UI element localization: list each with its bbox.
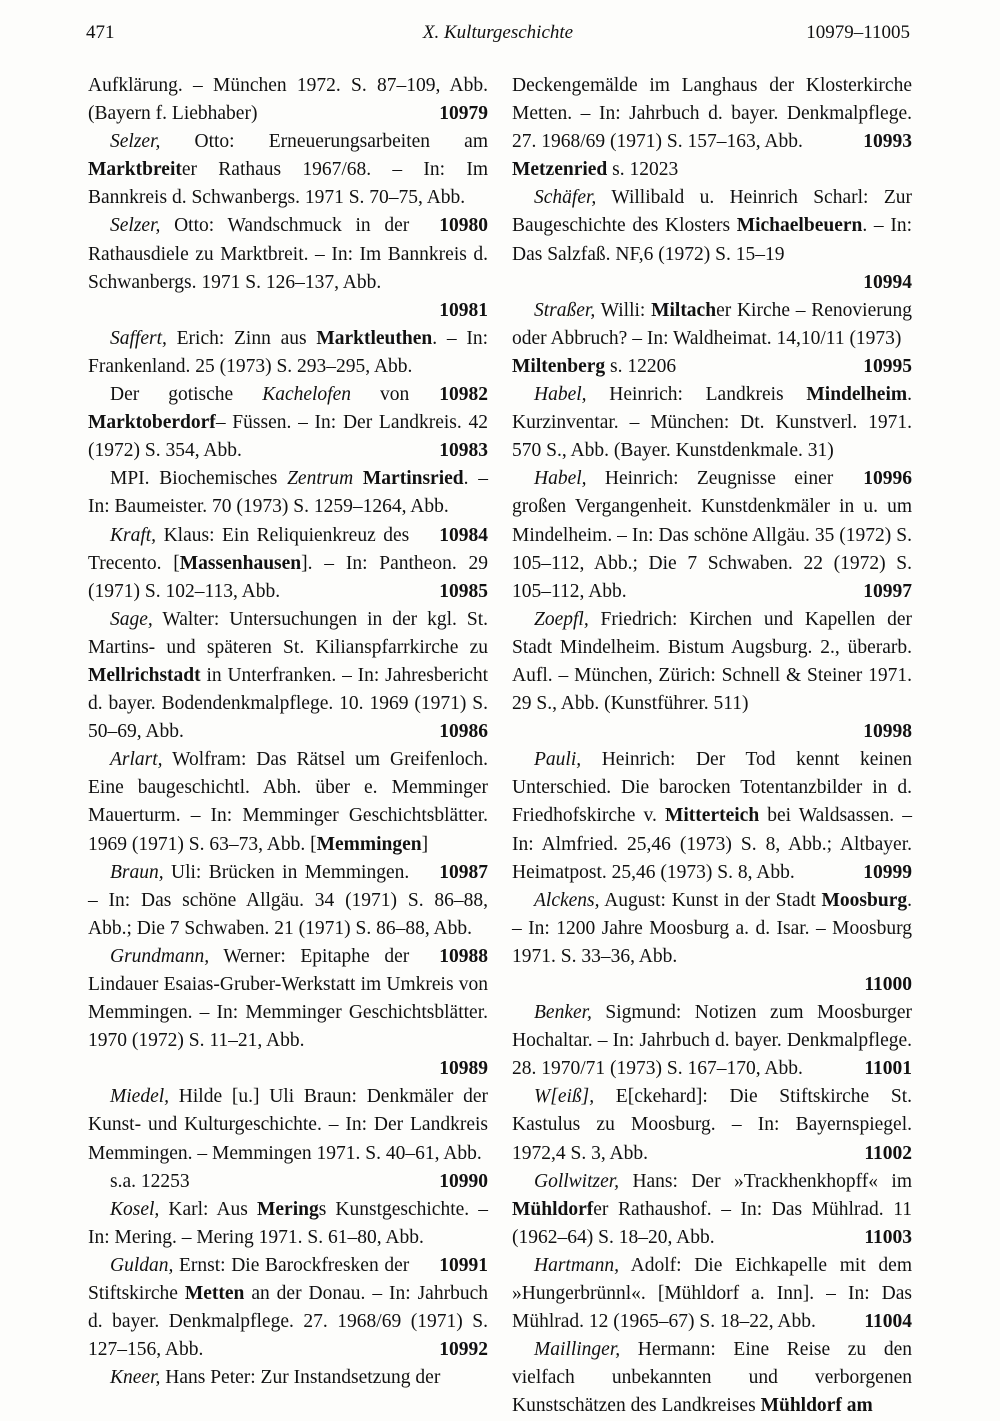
entry-text: Otto: Wandschmuck in der Rathausdiele zu Marktbreit. – In: Im Bannkreis d. Schwanbergs. 1971 S. 126–137, Abb.: [88, 215, 488, 293]
bibliography-entry: [88, 128, 488, 237]
entry-text: August: Kunst in der Stadt: [599, 889, 822, 911]
entry-author: Braun,: [110, 861, 164, 883]
entry-text: Der gotische: [110, 384, 263, 406]
entry-place-keyword: Marktbreit: [88, 159, 182, 181]
entry-place-keyword: Mühldorf am: [760, 1395, 873, 1417]
entry-text: s Kunstgeschichte. – In: Mering. – Mering 1971. S. 61–80, Abb.: [88, 1198, 488, 1248]
entry-text: s. 12206: [605, 355, 677, 377]
entry-author: Zoepfl,: [534, 608, 589, 630]
entry-number: 10992: [439, 1339, 488, 1361]
entry-place-keyword: Massenhausen: [179, 552, 302, 574]
bibliography-entry: [512, 887, 912, 999]
entry-place-keyword: Michaelbeuern: [736, 215, 863, 237]
entry-number: 10995: [863, 355, 912, 377]
entry-text: Adolf: Die Eichkapelle mit dem »Hungerbrünnl«. [Mühldorf a. Inn]. – In: Das Mühlrad. 12 (1965–67) S. 18–22, Abb.: [512, 1254, 912, 1333]
entry-text: . – In: 1200 Jahre Moosburg a. d. Isar. – Moosburg 1971. S. 33–36, Abb.: [512, 889, 912, 967]
entry-author: Grundmann,: [110, 945, 210, 967]
entry-place-keyword: Miltenberg: [512, 355, 606, 377]
bibliography-entry: [512, 1168, 912, 1252]
bibliography-entry: [512, 1336, 912, 1420]
bibliography-entry: [512, 1252, 912, 1336]
entry-text: . – In: Baumeister. 70 (1973) S. 1259–1264, Abb.: [88, 468, 488, 518]
entry-number: 10998: [863, 721, 912, 743]
entry-author: Pauli,: [534, 749, 582, 771]
entry-number: 11003: [864, 1226, 912, 1248]
entry-text: s. 12023: [607, 159, 679, 181]
entry-text: ]: [421, 833, 429, 855]
entry-text: s.a. 12253: [110, 1170, 190, 1192]
entry-text: Aufklärung. – München 1972. S. 87–109, Abb. (Bayern f. Liebhaber): [88, 75, 488, 125]
entry-author: Selzer,: [110, 215, 161, 237]
entry-text: [353, 468, 363, 489]
entry-author: Kosel,: [110, 1198, 160, 1220]
entry-text: Erich: Zinn aus: [166, 327, 317, 349]
entry-number: 10996: [863, 468, 912, 490]
entry-place-keyword: Mitterteich: [664, 805, 760, 827]
right-column: [512, 72, 912, 1421]
entry-text: – Füssen. – In: Der Landkreis. 42 (1972) S. 354, Abb.: [88, 412, 488, 462]
entry-number: 10999: [863, 861, 912, 883]
entry-place-keyword: Moosburg: [821, 889, 908, 911]
entry-text: Heinrich: Zeugnisse einer großen Vergangenheit. Kunstdenkmäler in u. um Mindelheim. – In: Das schöne Allgäu. 35 (1972) S. 105–112, Abb.; Die 7 Schwaben. 22 (1972) S. 105–112, Abb.: [512, 468, 912, 602]
entry-number: 11004: [864, 1311, 912, 1333]
entry-text: Hilde [u.] Uli Braun: Denkmäler der Kunst- und Kulturgeschichte. – In: Der Landkreis Memmingen. – Memmingen 1971. S. 40–61, Abb.: [88, 1086, 488, 1164]
entry-number: 10993: [863, 131, 912, 153]
entry-number: 10994: [863, 271, 912, 293]
entry-text: MPI. Biochemisches: [110, 468, 288, 490]
entry-author: Zentrum: [287, 468, 354, 490]
entry-text: E[ckehard]: Die Stiftskirche St. Kastulus zu Moosburg. – In: Bayernspiegel. 1972,4 S. 3, Abb.: [512, 1086, 912, 1164]
entry-text: Walter: Untersuchungen in der kgl. St. Martins- und späteren St. Kilianspfarrkirche zu: [88, 608, 488, 658]
entry-text: Heinrich: Der Tod kennt keinen Unterschied. Die barocken Totentanzbilder in d. Friedhofskirche v.: [512, 749, 912, 827]
entry-place-keyword: Marktoberdorf: [88, 412, 216, 434]
bibliography-entry: [512, 156, 912, 184]
entry-text: an der Donau. – In: Jahrbuch d. bayer. Denkmalpflege. 27. 1968/69 (1971) S. 127–156, Abb.: [88, 1283, 488, 1361]
entry-author: Kneer,: [110, 1367, 161, 1389]
entry-number: 10981: [439, 299, 488, 321]
entry-number: 10986: [439, 721, 488, 743]
entry-number: 10984: [439, 524, 488, 546]
section-title: X. Kulturgeschichte: [422, 22, 574, 43]
entry-text: Heinrich: Landkreis: [586, 384, 807, 406]
entry-text: Willi:: [595, 299, 652, 321]
entry-text: er Kirche – Renovierung oder Abbruch? – In: Waldheimat. 14,10/11 (1973): [512, 299, 912, 349]
entry-author: Habel,: [534, 468, 587, 490]
page-header: [86, 22, 910, 56]
entry-text: . – In: Frankenland. 25 (1973) S. 293–295, Abb.: [88, 327, 488, 377]
entry-text: Sigmund: Notizen zum Moosburger Hochaltar. – In: Jahrbuch d. bayer. Denkmalpflege. 28. 1970/71 (1973) S. 167–170, Abb.: [512, 1002, 912, 1080]
entry-text: er Rathaushof. – In: Das Mühlrad. 11 (1962–64) S. 18–20, Abb.: [512, 1198, 912, 1248]
entry-text: er Rathaus 1967/68. – In: Im Bannkreis d. Schwanbergs. 1971 S. 70–75, Abb.: [88, 159, 488, 209]
entry-number: 10979: [439, 103, 488, 125]
bibliography-entry: [512, 72, 912, 156]
entry-text: . – In: Das Salzfaß. NF,6 (1972) S. 15–19: [512, 215, 912, 265]
bibliography-entry: [512, 746, 912, 886]
page-number: 471: [86, 22, 115, 43]
entry-text: Hans: Der »Trackhenkhopff« im: [619, 1170, 912, 1192]
entry-author: Benker,: [534, 1002, 592, 1024]
entry-text: in Unterfranken. – In: Jahresbericht d. bayer. Bodendenkmalpflege. 10. 1969 (1971) S. 50–69, Abb.: [88, 664, 488, 743]
bibliography-entry: [88, 606, 488, 746]
entry-author: Guldan,: [110, 1254, 174, 1276]
entry-place-keyword: Metzenried: [512, 159, 608, 181]
entry-text: Karl: Aus: [159, 1198, 257, 1220]
entry-text: Werner: Epitaphe der Lindauer Esaias-Gruber-Werkstatt im Umkreis von Memmingen. – In: Memminger Geschichtsblätter. 1970 (1972) S. 11–21, Abb.: [88, 945, 488, 1052]
entry-place-keyword: Mering: [256, 1198, 319, 1220]
entry-author: Arlart,: [110, 749, 163, 771]
entry-text: bei Waldsassen. – In: Almfried. 25,46 (1973) S. 8, Abb.; Altbayer. Heimatpost. 25,46 (1973) S. 8, Abb.: [512, 805, 912, 883]
entry-place-keyword: Martinsried: [362, 468, 464, 490]
entry-author: Alckens,: [534, 889, 600, 911]
entry-number: 10989: [439, 1058, 488, 1080]
entry-number: 10987: [439, 861, 488, 883]
entry-text: Otto: Erneuerungsarbeiten am: [160, 131, 488, 153]
entry-place-keyword: Marktleuthen: [316, 327, 433, 349]
entry-text: Deckengemälde im Langhaus der Klosterkirche Metten. – In: Jahrbuch d. bayer. Denkmalpflege. 27. 1968/69 (1971) S. 157–163, Abb.: [512, 75, 912, 153]
entry-number: 11000: [864, 974, 912, 995]
bibliography-entry: [512, 999, 912, 1083]
entry-author: Habel,: [534, 384, 587, 406]
entry-number: 11001: [864, 1058, 912, 1080]
entry-author: Miedel,: [110, 1086, 170, 1108]
entry-number: 10990: [439, 1170, 488, 1192]
entry-author: Selzer,: [110, 131, 161, 153]
entry-text: ]. – In: Pantheon. 29 (1971) S. 102–113, Abb.: [88, 552, 488, 602]
entry-place-keyword: Memmingen: [316, 833, 422, 855]
entry-place-keyword: Mühldorf: [512, 1198, 594, 1220]
entry-number: 10985: [439, 580, 488, 602]
entry-number: 10983: [439, 440, 488, 462]
entry-place-keyword: Mindelheim: [806, 384, 908, 406]
entry-text: Hermann: Eine Reise zu den vielfach unbekannten und verborgenen Kunstschätzen des Landkreises: [512, 1339, 912, 1417]
entry-place-keyword: Metten: [184, 1283, 245, 1305]
entry-author: W[eiß],: [534, 1086, 595, 1108]
entry-author: Saffert,: [110, 327, 167, 349]
entry-text: Hans Peter: Zur Instandsetzung der: [160, 1367, 441, 1389]
bibliography-entry: [512, 606, 912, 746]
entry-place-keyword: Mellrichstadt: [88, 664, 201, 686]
entry-number: 10997: [863, 580, 912, 602]
entry-number: 10982: [439, 384, 488, 406]
entry-number: 10988: [439, 945, 488, 967]
entry-author: Kachelofen: [262, 384, 352, 406]
left-column: [88, 72, 488, 1392]
bibliography-entry: [512, 184, 912, 296]
entry-text: Friedrich: Kirchen und Kapellen der Stadt Mindelheim. Bistum Augsburg. 2., überarb. Aufl. – München, Zürich: Schnell & Steiner 1971. 29 S., Abb. (Kunstführer. 511): [512, 608, 912, 715]
entry-author: Gollwitzer,: [534, 1170, 620, 1192]
entry-author: Maillinger,: [534, 1339, 621, 1361]
entry-author: Hartmann,: [534, 1254, 620, 1276]
entry-text: von: [351, 384, 410, 406]
entry-text: Uli: Brücken in Memmingen. – In: Das schöne Allgäu. 34 (1971) S. 86–88, Abb.; Die 7 Schwaben. 21 (1971) S. 86–88, Abb.: [88, 861, 488, 939]
entry-text: Ernst: Die Barockfresken der Stiftskirche: [88, 1254, 410, 1305]
bibliography-entry: [512, 381, 912, 490]
entry-place-keyword: Miltach: [651, 299, 717, 321]
entry-number: 10991: [439, 1254, 488, 1276]
entry-number: 10980: [439, 215, 488, 237]
entry-range: 10979–11005: [806, 22, 910, 43]
bibliography-entry: [512, 1083, 912, 1167]
entry-author: Straßer,: [534, 299, 596, 321]
entry-author: Schäfer,: [534, 187, 597, 209]
entry-text: . Kurzinventar. – München: Dt. Kunstverl. 1971. 570 S., Abb. (Bayer. Kunstdenkmale. 31): [512, 384, 912, 462]
entry-text: Willibald u. Heinrich Scharl: Zur Baugeschichte des Klosters: [512, 187, 912, 237]
entry-text: Klaus: Ein Reliquienkreuz des Trecento. [: [88, 524, 410, 574]
entry-number: 11002: [864, 1142, 912, 1164]
entry-author: Kraft,: [110, 524, 157, 546]
bibliography-entry: [88, 72, 488, 128]
entry-author: Sage,: [110, 608, 153, 630]
entry-text: Wolfram: Das Rätsel um Greifenloch. Eine baugeschichtl. Abh. über e. Memminger Mauerturm. – In: Memminger Geschichtsblätter. 1969 (1971) S. 63–73, Abb. [: [88, 749, 488, 855]
bibliography-entry: [88, 1364, 488, 1392]
